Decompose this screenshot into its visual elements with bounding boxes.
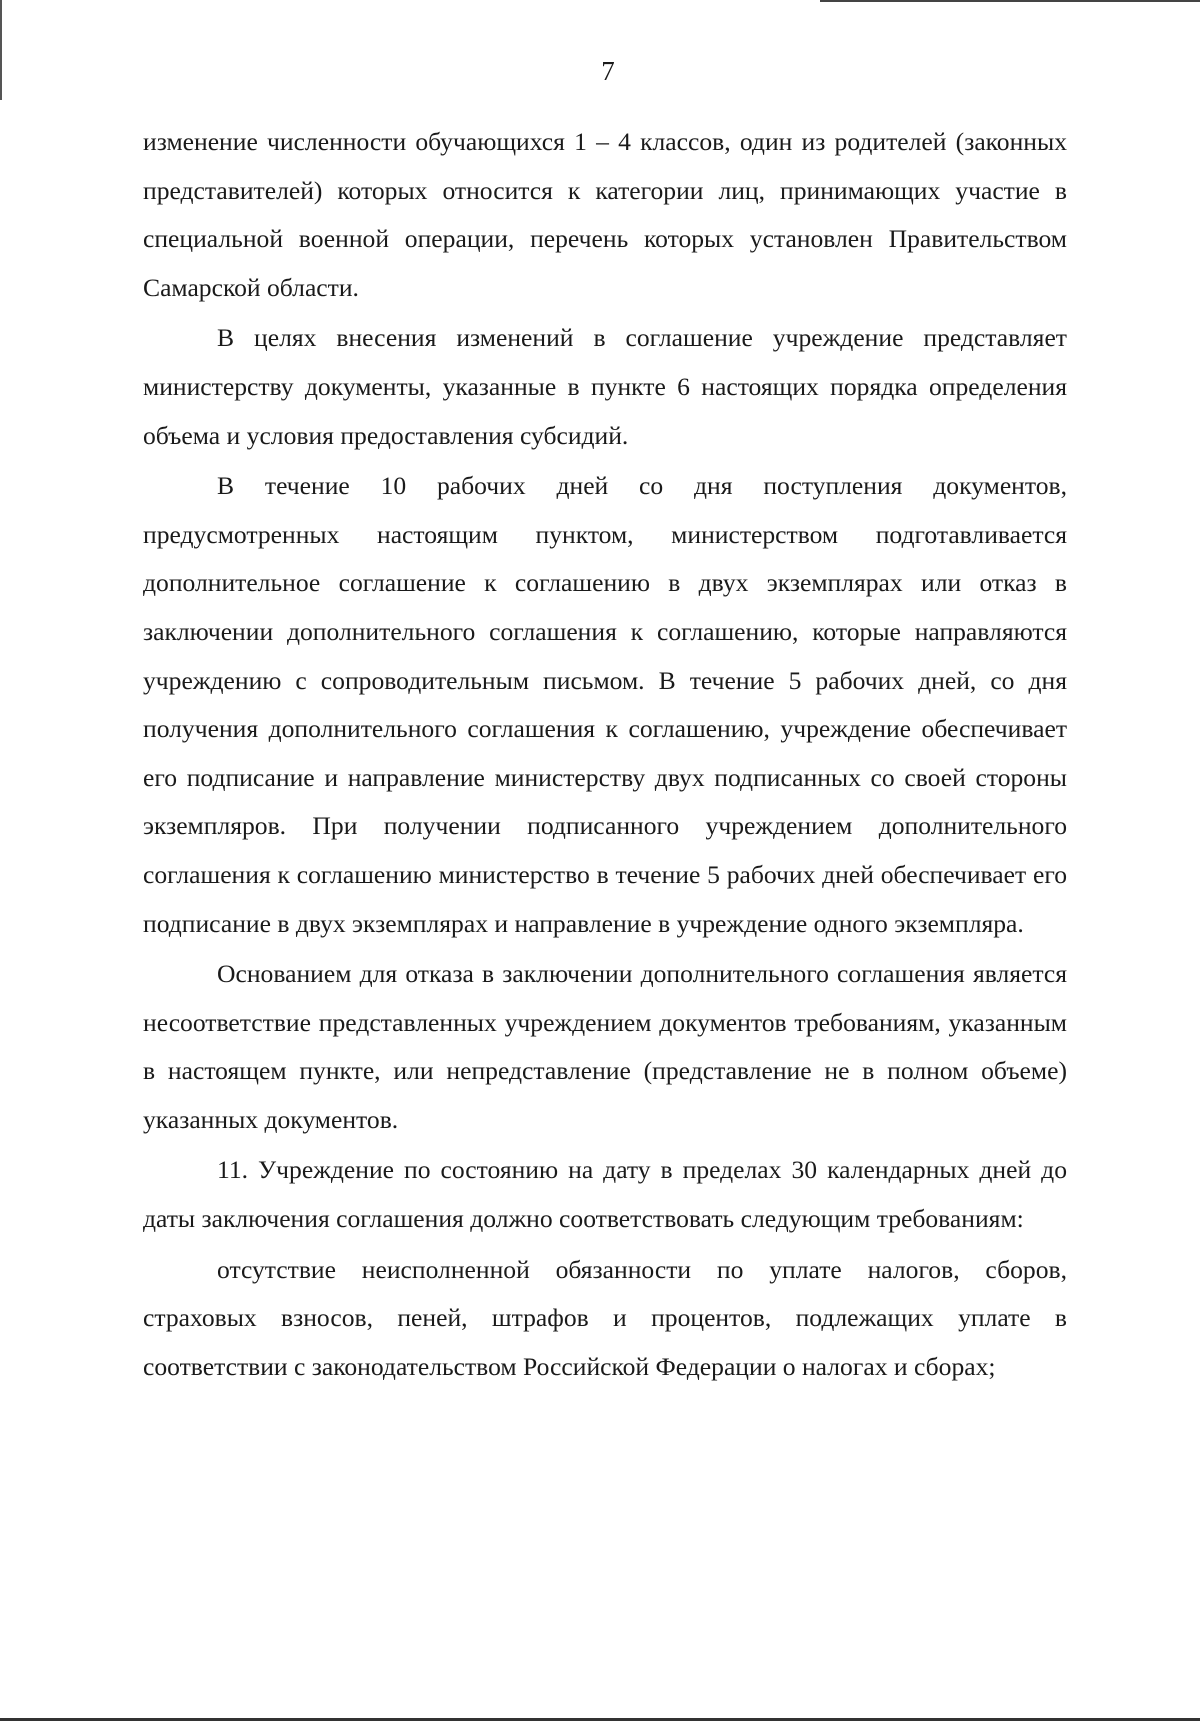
page-number: 7 [601,56,615,86]
paragraph: 11. Учреждение по состоянию на дату в пределах 30 календарных дней до даты заключения соглашения должно соответствовать следующим требованиям: [143,1155,1067,1234]
document-body [143,118,1067,1393]
scan-edge-top [820,0,1200,2]
paragraph: В целях внесения изменений в соглашение учреждение представляет министерству документы, указанные в пункте 6 настоящих порядка определения объема и условия предоставления субсидий. [143,323,1067,450]
paragraph-continuation: изменение численности обучающихся 1 – 4 классов, один из родителей (законных представителей) которых относится к категории лиц, принимающих участие в специальной военной операции, перечень которых установлен Правительством Самарской области. [143,127,1067,302]
paragraph: отсутствие неисполненной обязанности по уплате налогов, сборов, страховых взносов, пеней, штрафов и процентов, подлежащих уплате в соответствии с законодательством Российской Федерации о налогах и сборах; [143,1254,1067,1381]
paragraph: Основанием для отказа в заключении дополнительного соглашения является несоответствие представленных учреждением документов требованиям, указанным в настоящем пункте, или непредставление (представление не в полном объеме) указанных документов. [143,959,1067,1134]
paragraph: В течение 10 рабочих дней со дня поступления документов, предусмотренных настоящим пунктом, министерством подготавливается дополнительное соглашение к соглашению в двух экземплярах или отказ в заключении дополнительного соглашения к соглашению, которые направляются учреждению с сопроводительным письмом. В течение 5 рабочих дней, со дня получения дополнительного соглашения к соглашению, учреждение обеспечивает его подписание и направление министерству двух подписанных со своей стороны экземпляров. При получении подписанного учреждением дополнительного соглашения к соглашению министерство в течение 5 рабочих дней обеспечивает его подписание в двух экземплярах и направление в учреждение одного экземпляра. [143,471,1067,938]
